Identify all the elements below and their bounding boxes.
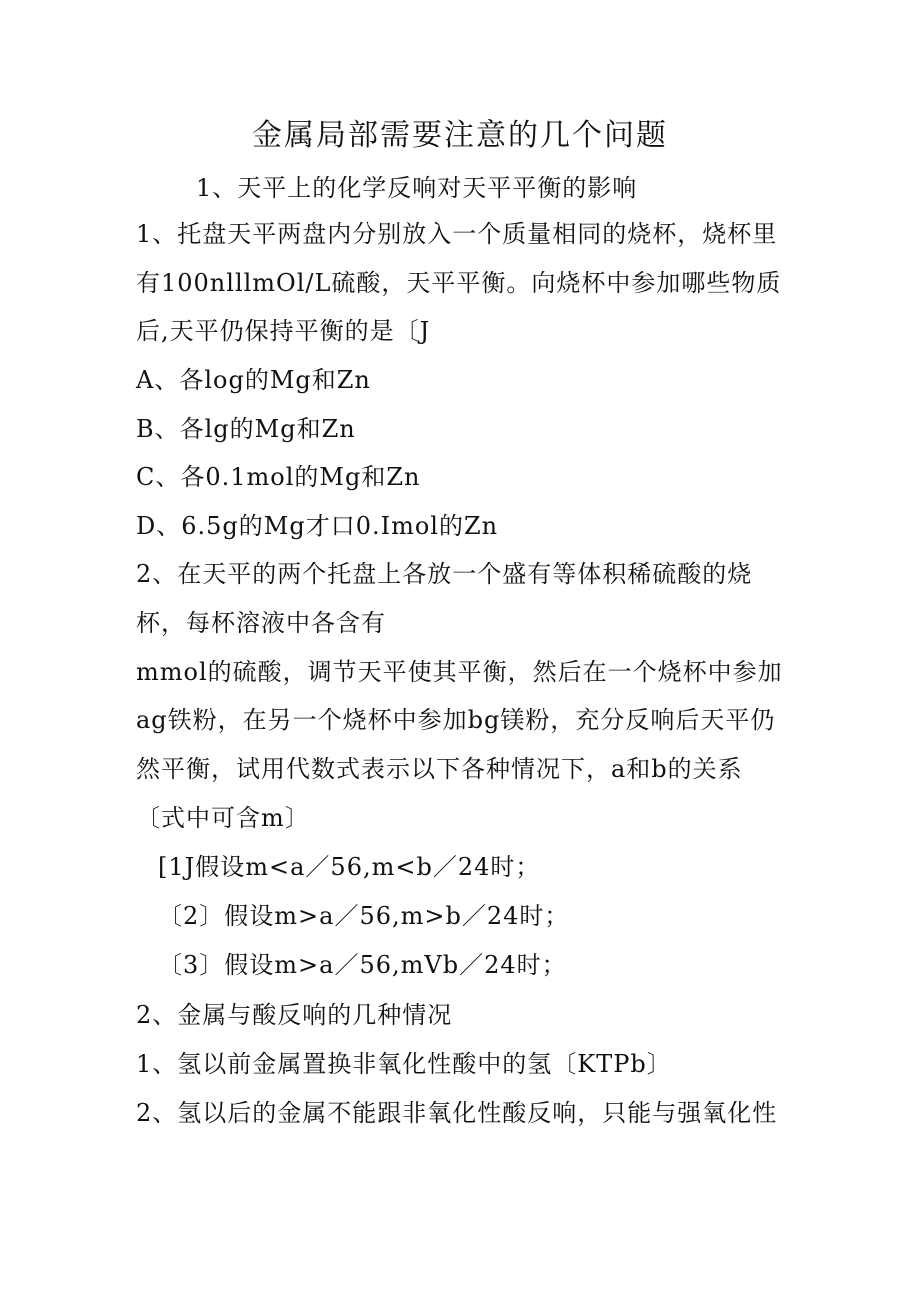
question-2-stem-line-1: 2、在天平的两个托盘上各放一个盛有等体积稀硫酸的烧 — [136, 560, 753, 588]
question-2-stem-line-2: 杯，每杯溶液中各含有 — [136, 609, 386, 637]
section-2-item-1: 1、氢以前金属置换非氧化性酸中的氢〔KTPb〕 — [136, 1050, 672, 1078]
section-1-heading: 1、天平上的化学反响对天平平衡的影响 — [196, 174, 638, 202]
question-2-stem-line-5: 然平衡，试用代数式表示以下各种情况下，a和b的关系 — [136, 755, 743, 783]
question-2-case-3: 〔3〕假设m>a／56,mVb／24时； — [158, 951, 567, 979]
question-1-option-a: A、各log的Mg和Zn — [136, 366, 371, 394]
section-2-heading: 2、金属与酸反响的几种情况 — [136, 1001, 453, 1029]
section-2-item-2: 2、氢以后的金属不能跟非氧化性酸反响，只能与强氧化性 — [136, 1099, 778, 1127]
question-2-stem-line-6: 〔式中可含m〕 — [136, 804, 310, 832]
question-2-case-1: [1J假设m<a／56,m<b／24时； — [158, 853, 541, 881]
question-1-option-d: D、6.5g的Mg才口0.Imol的Zn — [136, 512, 499, 540]
document-title: 金属局部需要注意的几个问题 — [252, 118, 668, 153]
question-2-stem-line-4: ag铁粉，在另一个烧杯中参加bg镁粉，充分反响后天平仍 — [136, 706, 776, 734]
question-1-option-c: C、各0.1mol的Mg和Zn — [136, 463, 421, 491]
question-1-stem-line-2: 有100nlllmOl/L硫酸，天平平衡。向烧杯中参加哪些物质 — [136, 269, 782, 297]
question-1-stem-line-1: 1、托盘天平两盘内分别放入一个质量相同的烧杯，烧杯里 — [136, 220, 778, 248]
question-2-case-2: 〔2〕假设m>a／56,m>b／24时； — [158, 902, 570, 930]
question-1-option-b: B、各lg的Mg和Zn — [136, 415, 356, 443]
question-1-stem-line-3: 后,天平仍保持平衡的是〔J — [136, 317, 431, 345]
question-2-stem-line-3: mmol的硫酸，调节天平使其平衡，然后在一个烧杯中参加 — [136, 658, 783, 686]
